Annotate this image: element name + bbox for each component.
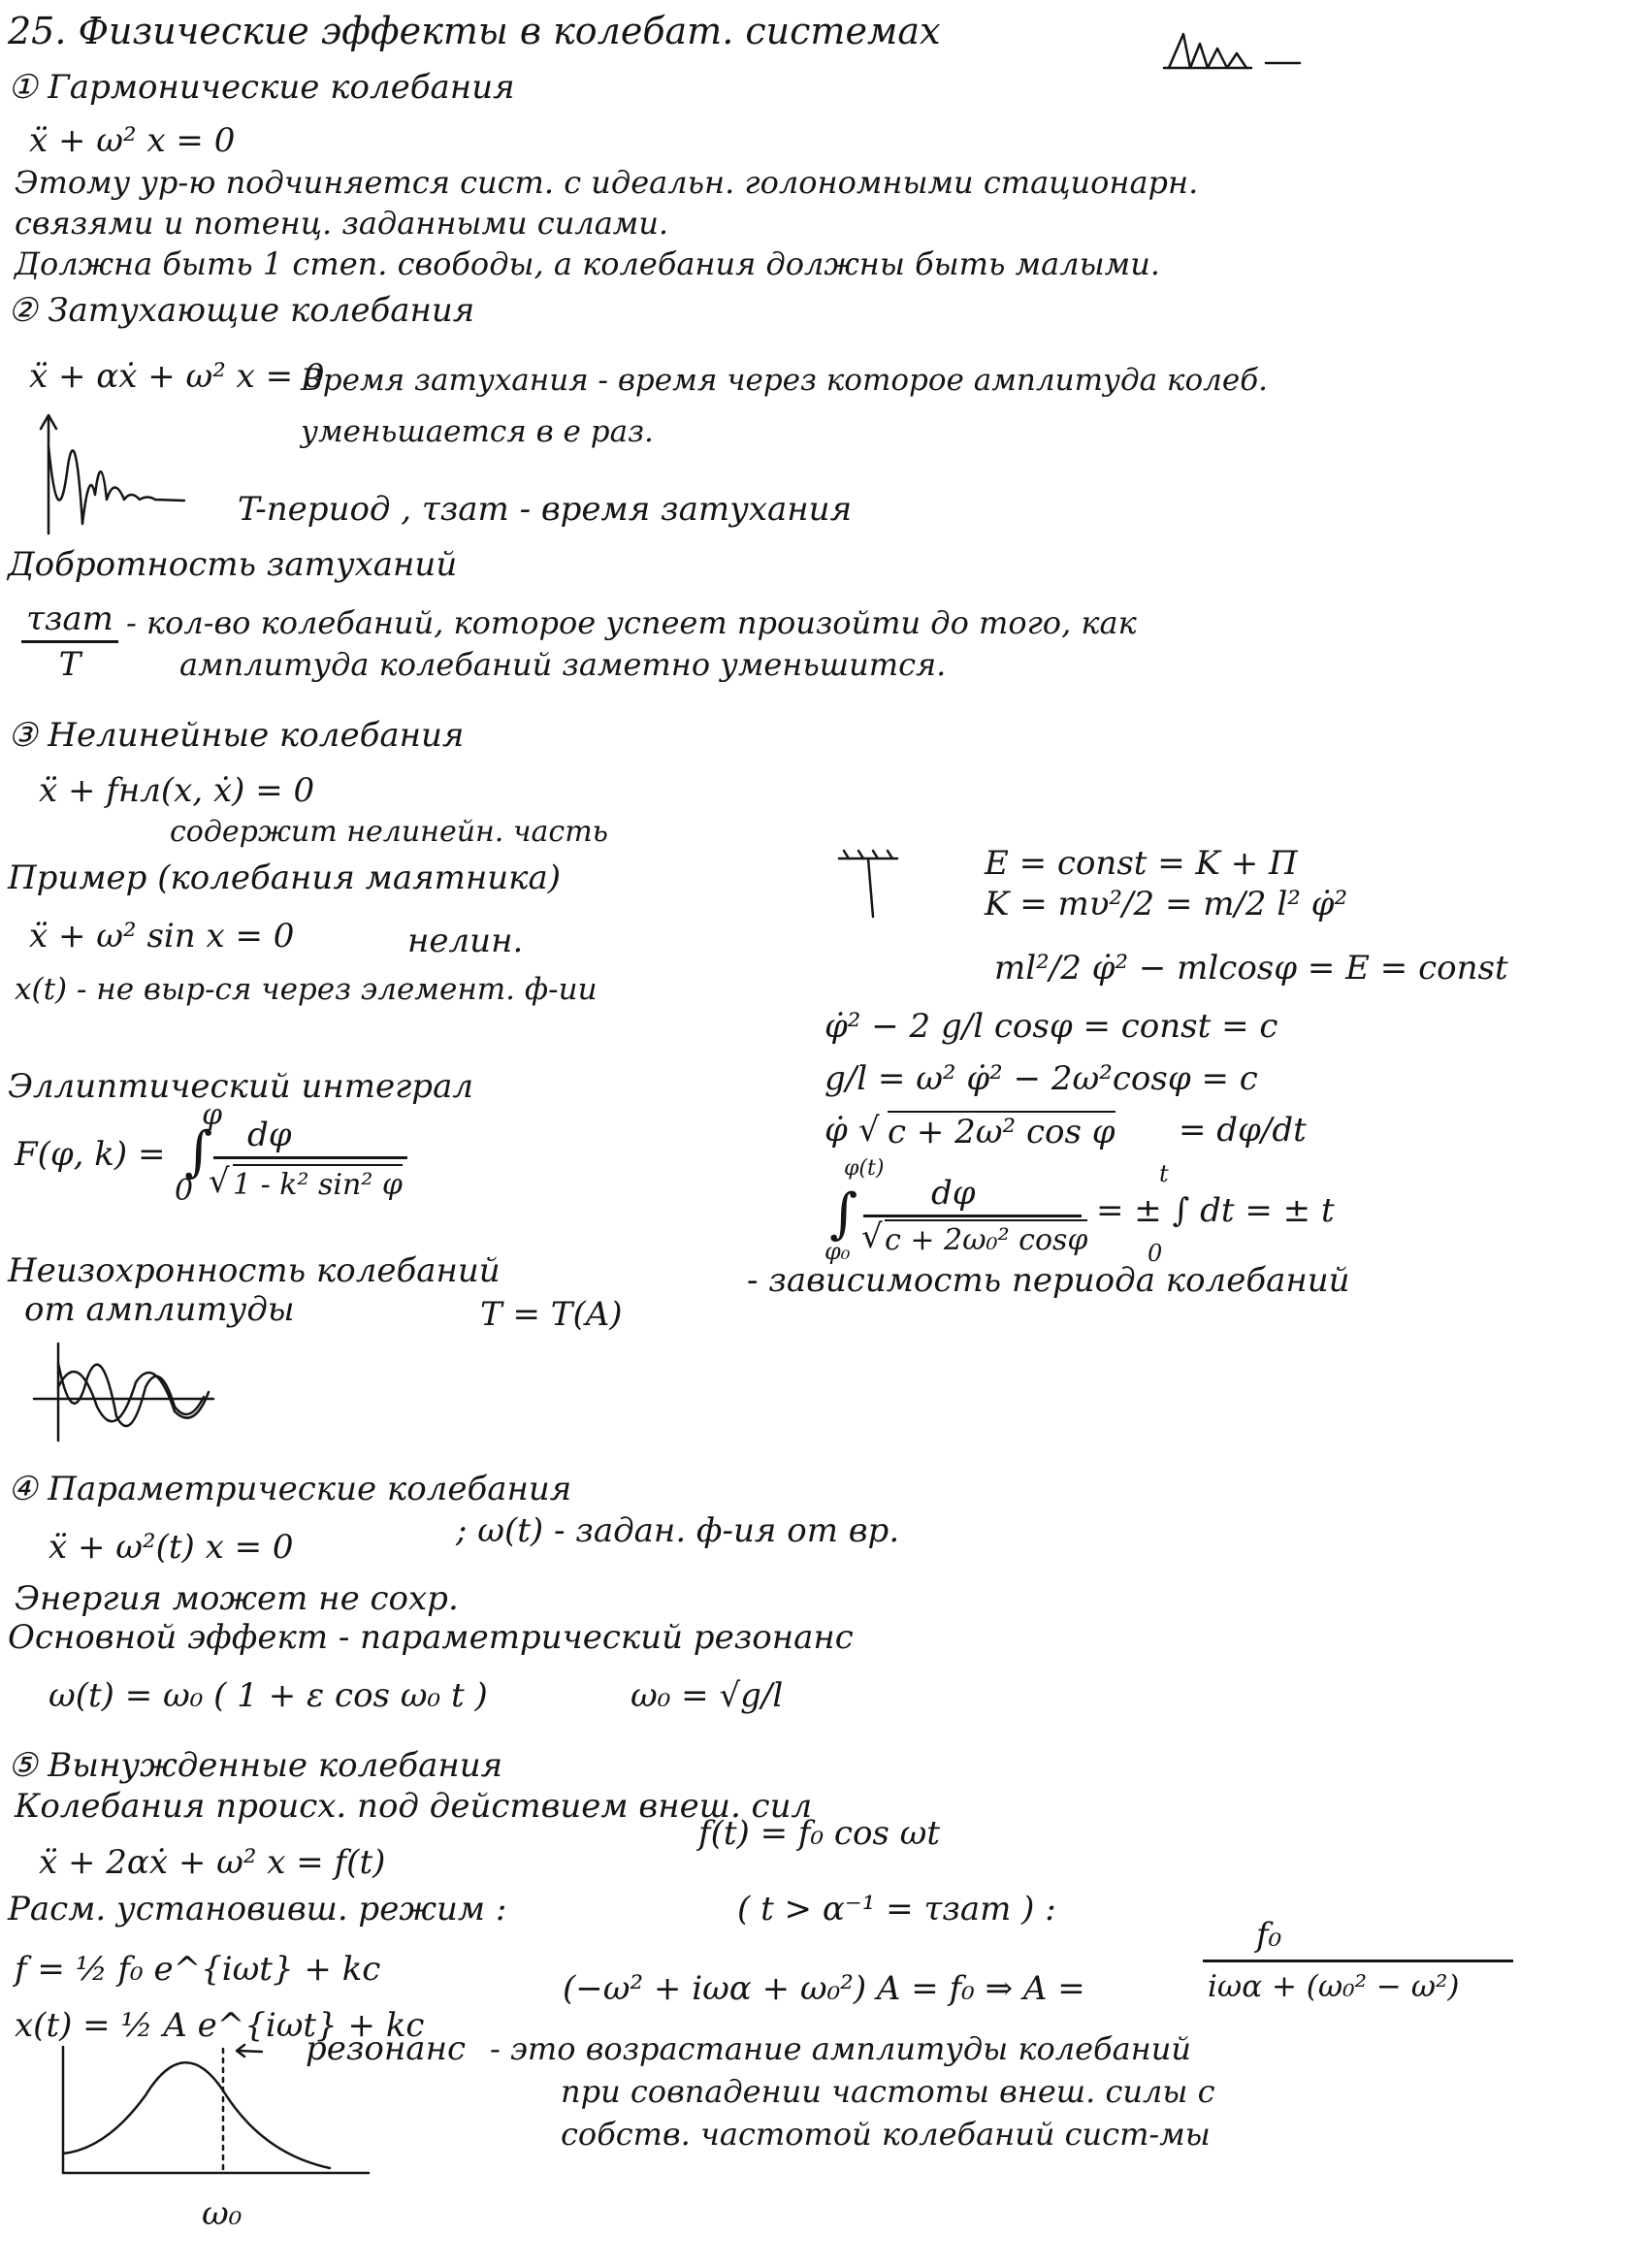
resonance-term: резонанс — [306, 2029, 467, 2068]
quality-fraction-numerator: τзат — [26, 599, 113, 638]
quality-factor-heading: Добротность затуханий — [8, 545, 458, 584]
section-5-equation: ẍ + 2αẋ + ω² x = f(t) — [39, 1843, 386, 1882]
elliptic-integral-upper-limit: φ — [202, 1098, 223, 1132]
section-3-equation: ẍ + fнл(x, ẋ) = 0 — [39, 771, 315, 810]
forced-oscillation-description: Колебания происх. под действием внеш. сил — [15, 1787, 813, 1826]
pendulum-nonlinear-note: нелин. — [407, 922, 524, 960]
angular-velocity-rhs: = dφ/dt — [1179, 1111, 1307, 1150]
integral-lower-limit: φ₀ — [824, 1238, 851, 1265]
quality-description-2: амплитуда колебаний заметно уменьшится. — [179, 646, 947, 683]
quality-fraction — [21, 599, 118, 684]
nonisochronism-heading-2: от амплитуды — [24, 1290, 295, 1329]
period-line: T-период , τзат - время затухания — [238, 490, 853, 529]
elliptic-integral-lhs: F(φ, k) = — [15, 1135, 166, 1174]
section-1-text-1: Этому ур-ю подчиняется сист. с идеальн. голономными стационарн. — [15, 164, 1199, 201]
quality-description-1: - кол-во колебаний, которое успеет произойти до того, как — [126, 604, 1137, 641]
page-title: 25. Физические эффекты в колебат. системах — [8, 10, 941, 52]
resonance-description-1: - это возрастание амплитуды колебаний — [490, 2030, 1191, 2067]
nonisochronism-description: - зависимость периода колебаний — [747, 1261, 1350, 1300]
fraction-bar — [863, 1215, 1082, 1217]
complex-force: f = ½ f₀ e^{iωt} + kc — [15, 1950, 381, 1989]
elliptic-integral-denominator: 1 - k² sin² φ — [233, 1164, 403, 1205]
nonisochronous-oscillation-sketch — [29, 1339, 223, 1445]
elliptic-integral-heading: Эллиптический интеграл — [8, 1067, 473, 1106]
section-1-text-2: связями и потенц. заданными силами. — [15, 205, 669, 242]
section-2-heading: ② Затухающие колебания — [8, 291, 475, 330]
section-3-heading: ③ Нелинейные колебания — [8, 716, 465, 755]
fraction-bar — [213, 1156, 407, 1159]
radical-sign: √ — [861, 1217, 883, 1256]
angular-velocity-lhs: φ̇ — [824, 1111, 848, 1150]
section-1-equation: ẍ + ω² x = 0 — [29, 121, 236, 160]
angular-velocity-radicand: c + 2ω² cos φ — [888, 1113, 1116, 1151]
integral-sign: ∫ — [829, 1183, 858, 1246]
separation-numerator: dφ — [931, 1174, 976, 1213]
elliptic-integral-lower-limit: 0 — [175, 1174, 194, 1208]
damped-oscillation-sketch — [39, 407, 213, 543]
resonance-frequency-label: ω₀ — [202, 2194, 242, 2233]
frequency-substitution: g/l = ω² φ̇² − 2ω²cosφ = c — [824, 1059, 1258, 1098]
separation-denominator: c + 2ω₀² cosφ — [885, 1219, 1087, 1260]
frequency-modulation: ω(t) = ω₀ ( 1 + ε cos ω₀ t ) — [48, 1676, 488, 1715]
radical-sign: √ — [858, 1111, 880, 1150]
resonance-description-2: при совпадении частоты внеш. силы с — [561, 2073, 1215, 2110]
period-amplitude-dependence: T = T(A) — [480, 1295, 623, 1334]
energy-conservation: E = const = K + Π — [985, 844, 1298, 883]
amplitude-equation: (−ω² + iωα + ω₀²) A = f₀ ⇒ A = — [563, 1969, 1085, 2008]
section-4-heading: ④ Параметрические колебания — [8, 1470, 572, 1508]
fraction-bar — [1203, 1960, 1513, 1962]
separation-rhs: = ± ∫ dt = ± t — [1096, 1191, 1335, 1230]
natural-frequency: ω₀ = √g/l — [630, 1676, 784, 1715]
amplitude-denominator: iωα + (ω₀² − ω²) — [1208, 1969, 1460, 2004]
elliptic-integral-numerator: dφ — [247, 1116, 292, 1154]
time-upper-limit: t — [1159, 1160, 1169, 1187]
section-3-equation-note: содержит нелинейн. часть — [170, 815, 608, 849]
pendulum-sketch — [829, 849, 917, 936]
integral-sign: ∫ — [184, 1120, 213, 1183]
integral-upper-limit: φ(t) — [844, 1156, 885, 1181]
energy-not-conserved: Энергия может не сохр. — [15, 1579, 459, 1618]
steady-state-text: Расм. установивш. режим : — [8, 1890, 507, 1928]
time-lower-limit: 0 — [1148, 1240, 1163, 1267]
pendulum-example-heading: Пример (колебания маятника) — [8, 859, 561, 897]
quality-fraction-denominator: T — [58, 645, 81, 684]
complex-solution: x(t) = ½ A e^{iωt} + kc — [15, 2006, 425, 2045]
nonisochronism-heading-1: Неизохронность колебаний — [8, 1251, 501, 1290]
section-5-heading: ⑤ Вынужденные колебания — [8, 1746, 503, 1785]
section-4-equation: ẍ + ω²(t) x = 0 — [48, 1528, 294, 1567]
steady-state-condition: ( t > α⁻¹ = τзат ) : — [737, 1890, 1056, 1928]
kinetic-energy: K = mυ²/2 = m/2 l² φ̇² — [985, 885, 1348, 923]
oscillation-sketch-icon — [1159, 24, 1305, 92]
fraction-bar — [21, 640, 118, 643]
section-2-equation: ẍ + αẋ + ω² x = 0 — [29, 357, 325, 396]
radical-sign: √ — [209, 1162, 230, 1201]
parametric-resonance-text: Основной эффект - параметрический резонанс — [8, 1618, 854, 1657]
amplitude-numerator: f₀ — [1256, 1916, 1282, 1955]
driving-force: f(t) = f₀ cos ωt — [698, 1814, 941, 1853]
section-1-text-3: Должна быть 1 степ. свободы, а колебания должны быть малыми. — [15, 245, 1160, 282]
section-1-heading: ① Гармонические колебания — [8, 68, 515, 107]
resonance-description-3: собств. частотой колебаний сист-мы — [561, 2116, 1211, 2153]
solution-not-elementary: x(t) - не выр-ся через элемент. ф-ии — [15, 972, 598, 1007]
energy-normalized: φ̇² − 2 g/l cosφ = const = c — [824, 1007, 1278, 1046]
section-4-equation-note: ; ω(t) - задан. ф-ия от вр. — [456, 1511, 900, 1550]
pendulum-equation: ẍ + ω² sin x = 0 — [29, 917, 295, 956]
damping-time-definition-1: Время затухания - время через которое амплитуда колеб. — [301, 363, 1268, 398]
energy-equation: ml²/2 φ̇² − mlcosφ = E = const — [994, 949, 1508, 988]
damping-time-definition-2: уменьшается в e раз. — [301, 414, 654, 449]
